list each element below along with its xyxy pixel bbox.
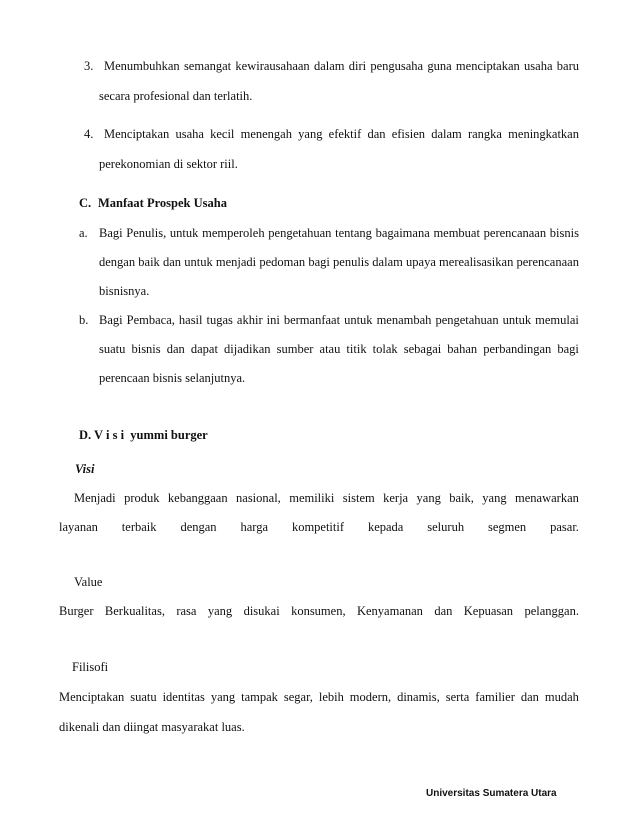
word: dalam: [313, 59, 345, 73]
word: kepada: [367, 520, 404, 534]
word: dijadikan: [224, 342, 271, 356]
word: memperoleh: [202, 226, 265, 240]
item-b-line2: [99, 342, 579, 357]
word: segar,: [283, 690, 313, 704]
word: Berkualitas,: [104, 604, 165, 618]
word: diri: [348, 59, 367, 73]
word: dan: [520, 690, 539, 704]
item-a-line1: [99, 226, 579, 241]
word: Bagi: [99, 226, 123, 240]
word: kewirausahaan: [235, 59, 310, 73]
word: pedoman: [259, 255, 306, 269]
value-line: [59, 604, 579, 619]
word: dalam: [431, 127, 462, 141]
word: dalam: [372, 255, 403, 269]
item-b-label: b.: [79, 313, 89, 327]
word: untuk: [184, 255, 213, 269]
value-label: Value: [74, 575, 103, 589]
word: rasa: [176, 604, 197, 618]
word: perencanaan: [483, 226, 547, 240]
word: upaya: [406, 255, 436, 269]
word: suatu: [130, 690, 157, 704]
word: yang: [298, 127, 323, 141]
word: bermanfaat: [283, 313, 341, 327]
word: yang: [416, 491, 441, 505]
word: bagaimana: [375, 226, 430, 240]
filosofi-label: Filisofi: [72, 660, 109, 674]
word: rangka: [467, 127, 502, 141]
word: usaha: [524, 59, 553, 73]
list-item-4-line1: [104, 127, 579, 142]
section-c-number: C.: [79, 196, 92, 210]
word: modern,: [349, 690, 392, 704]
section-c-heading: Manfaat Prospek Usaha: [98, 196, 227, 210]
word: kerja: [383, 491, 409, 505]
word: tentang: [335, 226, 372, 240]
filosofi-line1: [59, 690, 579, 705]
word: menengah: [240, 127, 292, 141]
list-item-3-line2: secara profesional dan terlatih.: [99, 89, 253, 103]
word: tugas: [206, 313, 233, 327]
word: bahan: [447, 342, 478, 356]
word: pelanggan.: [524, 604, 579, 618]
word: Pembaca,: [126, 313, 175, 327]
word: guna: [427, 59, 452, 73]
word: tolak: [372, 342, 398, 356]
word: segmen: [488, 520, 527, 534]
item-a-line2: [99, 255, 579, 270]
word: usaha: [175, 127, 204, 141]
word: Kepuasan: [463, 604, 514, 618]
word: serta: [445, 690, 470, 704]
word: semangat: [183, 59, 232, 73]
word: memulai: [535, 313, 579, 327]
word: Kenyamanan: [356, 604, 423, 618]
item-a-label: a.: [79, 226, 88, 240]
word: sistem: [342, 491, 375, 505]
word: Bagi: [99, 313, 123, 327]
word: Menciptakan: [59, 690, 125, 704]
word: pengusaha: [370, 59, 424, 73]
word: lebih: [318, 690, 344, 704]
word: baru: [556, 59, 579, 73]
word: produk: [124, 491, 160, 505]
word: baik,: [449, 491, 474, 505]
word: hasil: [178, 313, 203, 327]
word: layanan: [59, 520, 98, 534]
word: Burger: [59, 604, 94, 618]
word: pengetahuan: [435, 313, 499, 327]
list-item-4-line2: perekonomian di sektor riil.: [99, 157, 238, 171]
visi-line2: [59, 520, 579, 535]
word: sumber: [276, 342, 314, 356]
word: memiliki: [289, 491, 335, 505]
word: akhir: [236, 313, 263, 327]
word: untuk: [344, 313, 373, 327]
word: ini: [266, 313, 280, 327]
word: bisnis: [549, 226, 579, 240]
filosofi-line2: dikenali dan diingat masyarakat luas.: [59, 720, 245, 734]
word: yang: [482, 491, 507, 505]
word: menambah: [376, 313, 432, 327]
word: Penulis,: [126, 226, 167, 240]
word: dan: [166, 342, 185, 356]
footer-university: Universitas Sumatera Utara: [426, 788, 557, 799]
word: perbandingan: [483, 342, 552, 356]
word: disukai: [243, 604, 280, 618]
word: Menumbuhkan: [104, 59, 180, 73]
word: penulis: [333, 255, 370, 269]
word: dan: [434, 604, 453, 618]
word: nasional,: [236, 491, 281, 505]
word: perencanaan: [516, 255, 579, 269]
word: yang: [210, 690, 236, 704]
word: sebagai: [403, 342, 442, 356]
word: menjadi: [215, 255, 257, 269]
list-number-3: 3.: [84, 59, 94, 73]
word: efektif: [328, 127, 362, 141]
item-b-line3: perencaan bisnis selanjutnya.: [99, 371, 246, 385]
word: familier: [475, 690, 515, 704]
word: titik: [346, 342, 367, 356]
word: dan: [367, 127, 386, 141]
word: Menciptakan: [104, 127, 170, 141]
word: dengan: [99, 255, 136, 269]
item-a-line3: bisnisnya.: [99, 284, 150, 298]
word: kebanggaan: [167, 491, 228, 505]
word: konsumen,: [291, 604, 346, 618]
word: tampak: [241, 690, 278, 704]
item-b-line1: [99, 313, 579, 328]
word: kecil: [210, 127, 235, 141]
list-item-3-line1: [104, 59, 579, 74]
word: atau: [319, 342, 341, 356]
word: kompetitif: [291, 520, 345, 534]
word: seluruh: [427, 520, 465, 534]
word: meningkatkan: [508, 127, 579, 141]
word: dan: [162, 255, 182, 269]
word: baik: [138, 255, 160, 269]
word: pengetahuan: [268, 226, 332, 240]
word: Menjadi: [74, 491, 116, 505]
word: untuk: [502, 313, 532, 327]
word: mudah: [544, 690, 579, 704]
word: terbaik: [121, 520, 157, 534]
word: yang: [207, 604, 233, 618]
word: dengan: [180, 520, 217, 534]
list-number-4: 4.: [84, 127, 94, 141]
word: pasar.: [550, 520, 579, 534]
word: menawarkan: [515, 491, 579, 505]
word: membuat: [433, 226, 480, 240]
word: bisnis: [131, 342, 161, 356]
word: suatu: [99, 342, 126, 356]
word: untuk: [169, 226, 199, 240]
section-d-heading: D. V i s i yummi burger: [79, 428, 208, 442]
word: dapat: [190, 342, 218, 356]
word: harga: [240, 520, 269, 534]
word: bagi: [308, 255, 330, 269]
word: merealisasikan: [439, 255, 514, 269]
word: identitas: [162, 690, 205, 704]
word: dinamis,: [397, 690, 440, 704]
visi-label: Visi: [75, 462, 95, 476]
word: efisien: [391, 127, 426, 141]
word: menciptakan: [455, 59, 520, 73]
visi-line1: [74, 491, 579, 506]
word: bagi: [557, 342, 579, 356]
